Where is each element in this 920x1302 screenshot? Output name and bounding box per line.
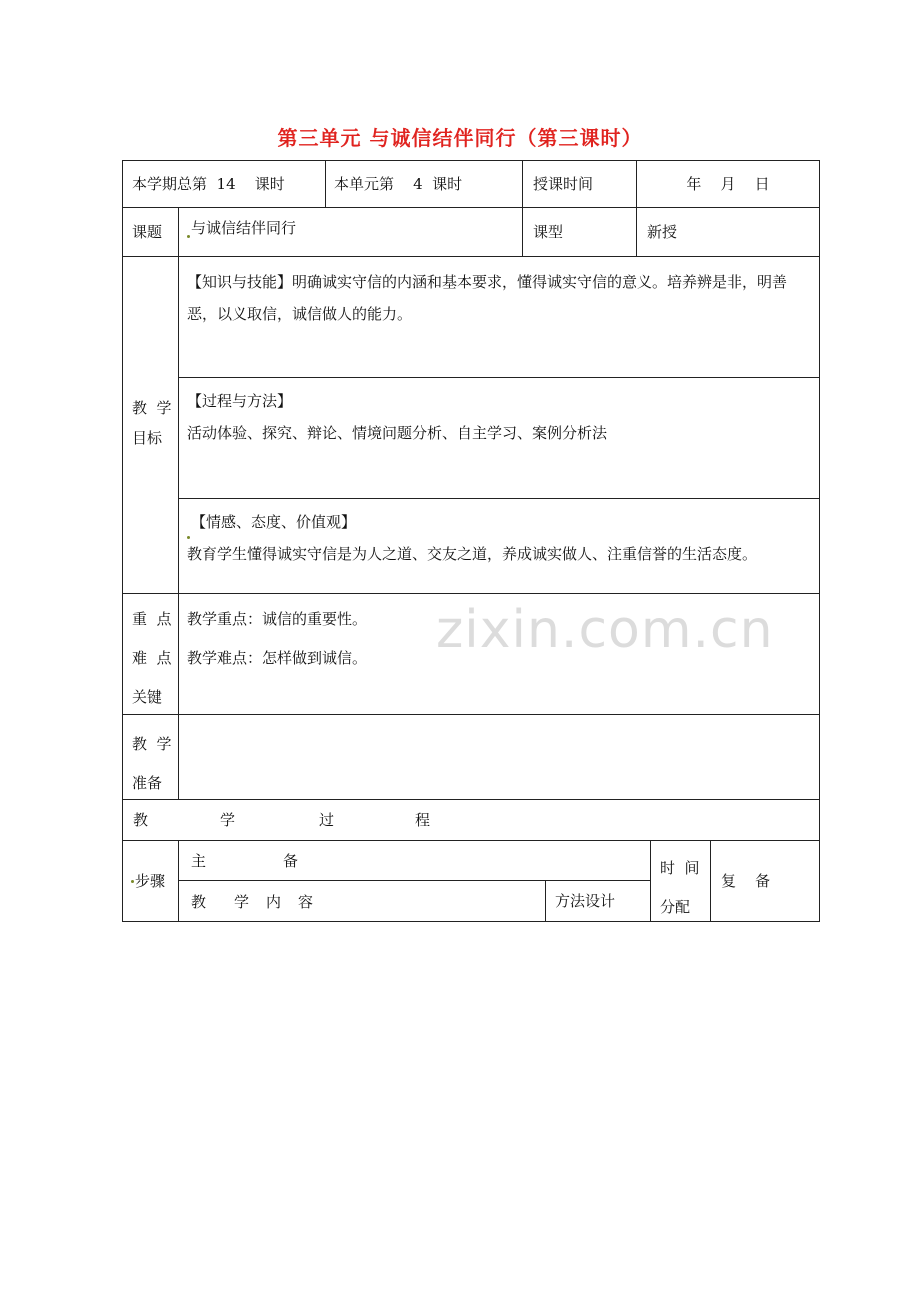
preparation-label-line2: 准备 bbox=[132, 774, 163, 792]
document-title: 第三单元 与诚信结伴同行（第三课时） bbox=[277, 126, 643, 150]
type-value: 新授 bbox=[647, 222, 678, 241]
date-cell bbox=[636, 160, 820, 208]
emotion-title: 【情感、态度、价值观】 bbox=[191, 513, 357, 531]
process-header-char-3: 过 bbox=[319, 811, 335, 829]
process-header-char-1: 教 bbox=[133, 811, 149, 829]
review-label: 复 备 bbox=[721, 871, 771, 890]
topic-label: 课题 bbox=[132, 222, 163, 241]
knowledge-text: 明确诚实守信的内涵和基本要求，懂得诚实守信的意义。培养辨是非，明善恶，以义取信，诚信做人的能力。 bbox=[187, 273, 788, 323]
main-prep-char-1: 主 bbox=[191, 852, 207, 870]
unit-lesson-label: 本单元第 4 课时 bbox=[334, 174, 463, 193]
class-time-label: 授课时间 bbox=[533, 174, 594, 193]
preparation-label-cell bbox=[122, 714, 179, 800]
watermark: zixin.com.cn bbox=[436, 600, 774, 660]
type-label-cell bbox=[522, 207, 637, 257]
knowledge-title: 【知识与技能】 bbox=[187, 273, 293, 291]
teaching-difficulty: 教学难点：怎样做到诚信。 bbox=[187, 649, 368, 667]
emotion-cell bbox=[178, 498, 820, 594]
total-lesson-cell bbox=[122, 160, 326, 208]
keypoints-label-cell bbox=[122, 593, 179, 715]
method-label: 方法设计 bbox=[555, 891, 616, 910]
keypoints-content-cell bbox=[178, 593, 820, 715]
method-header-cell bbox=[545, 880, 651, 922]
class-time-cell bbox=[522, 160, 637, 208]
keypoints-label-line1: 重 点 bbox=[132, 610, 172, 628]
topic-label-cell bbox=[122, 207, 179, 257]
content-char-1: 教 bbox=[191, 893, 207, 911]
process-header-char-4: 程 bbox=[415, 811, 431, 829]
unit-lesson-cell bbox=[325, 160, 523, 208]
type-value-cell bbox=[636, 207, 820, 257]
emotion-text: 教育学生懂得诚实守信是为人之道、交友之道，养成诚实做人、注重信誉的生活态度。 bbox=[187, 544, 758, 563]
content-header-cell bbox=[178, 880, 546, 922]
main-prep-cell bbox=[178, 840, 651, 881]
date-label: 年 月 日 bbox=[686, 174, 770, 193]
goals-label-line2: 目标 bbox=[132, 429, 163, 447]
content-char-2: 学 bbox=[234, 893, 250, 911]
steps-label-cell bbox=[122, 840, 179, 922]
goals-label-cell bbox=[122, 256, 179, 594]
process-header-cell bbox=[122, 799, 820, 841]
knowledge-cell bbox=[178, 256, 820, 378]
topic-value-cell bbox=[178, 207, 523, 257]
content-char-3: 内 bbox=[266, 893, 282, 911]
total-lesson-label: 本学期总第 14 课时 bbox=[132, 174, 285, 193]
topic-value: 与诚信结伴同行 bbox=[191, 219, 297, 237]
keypoints-label-line2: 难 点 bbox=[132, 649, 172, 667]
goals-label-line1: 教 学 bbox=[132, 399, 172, 417]
time-label-line1: 时 间 bbox=[660, 859, 700, 877]
process-title: 【过程与方法】 bbox=[187, 392, 293, 410]
keypoints-label-line3: 关键 bbox=[132, 688, 163, 706]
type-label: 课型 bbox=[533, 222, 564, 241]
review-prep-cell bbox=[710, 840, 820, 922]
preparation-label-line1: 教 学 bbox=[132, 735, 172, 753]
process-header-char-2: 学 bbox=[220, 811, 236, 829]
mark-dot bbox=[131, 880, 134, 883]
preparation-content-cell bbox=[178, 714, 820, 800]
content-char-4: 容 bbox=[298, 893, 314, 911]
mark-dot bbox=[187, 235, 190, 238]
steps-label: 步骤 bbox=[135, 871, 166, 890]
process-text: 活动体验、探究、辩论、情境问题分析、自主学习、案例分析法 bbox=[187, 423, 608, 442]
main-prep-char-2: 备 bbox=[283, 852, 299, 870]
teaching-focus: 教学重点：诚信的重要性。 bbox=[187, 610, 368, 628]
time-label-line2: 分配 bbox=[660, 898, 691, 916]
process-method-cell bbox=[178, 377, 820, 499]
time-allocation-cell bbox=[650, 840, 711, 922]
